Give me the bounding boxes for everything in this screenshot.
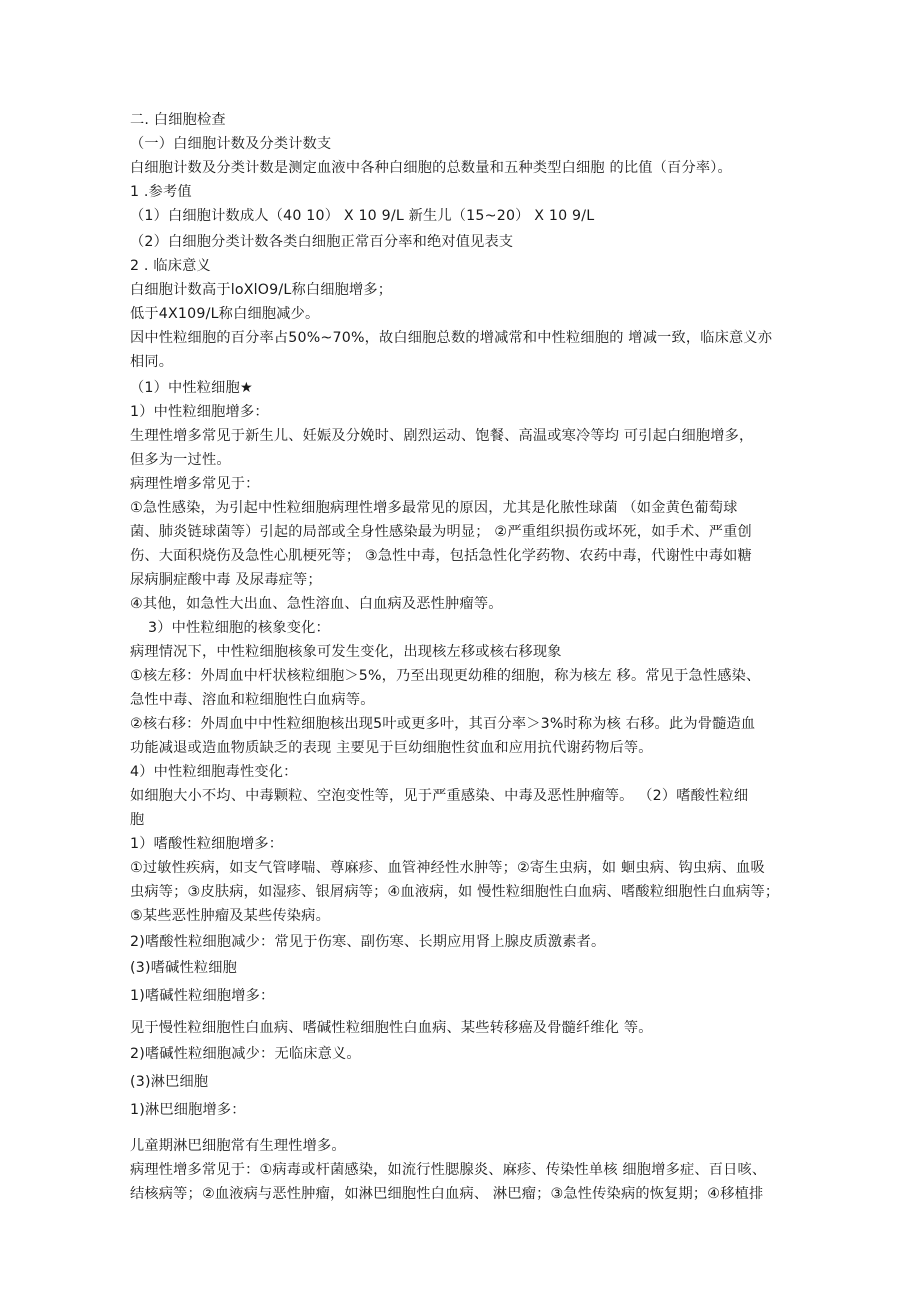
text-line: 尿病胴症酸中毒 及尿毒症等； [130,572,322,588]
text-line: 胞 [130,812,145,828]
text-line: 见于慢性粒细胞性白血病、嗜碱性粒细胞性白血病、某些转移癌及骨髓纤维化 等。 [130,1020,653,1036]
text-line: 虫病等；③皮肤病，如湿疹、银屑病等；④血液病，如 慢性粒细胞性白血病、嗜酸粒细胞性白血病等； [130,884,780,900]
text-line: 相同。 [130,354,174,370]
text-line: 3）中性粒细胞的核象变化： [148,620,330,636]
text-line: 伤、大面积烧伤及急性心肌梗死等； ③急性中毒，包括急性化学药物、农药中毒，代谢性中毒如糖 [130,548,752,564]
text-line: ⑤某些恶性肿瘤及某些传染病。 [130,908,330,924]
text-line: 功能减退或造血物质缺乏的表现 主要见于巨幼细胞性贫血和应用抗代谢药物后等。 [130,740,653,756]
text-line: 菌、肺炎链球菌等）引起的局部或全身性感染最为明显； ②严重组织损伤或坏死，如手术、严重创 [130,524,752,540]
text-line: 低于4X109/L称白细胞减少。 [130,306,320,322]
text-line: 2 . 临床意义 [130,258,211,274]
text-line: 结核病等；②血液病与恶性肿瘤，如淋巴细胞性白血病、 淋巴瘤；③急性传染病的恢复期；④移植排 [130,1186,764,1202]
text-line: 二. 白细胞检查 [130,112,226,128]
text-line: 但多为一过性。 [130,452,231,468]
text-line: (3)嗜碱性粒细胞 [130,960,238,976]
text-line: ①急性感染，为引起中性粒细胞病理性增多最常见的原因，尤其是化脓性球菌 （如金黄色葡萄球 [130,500,738,516]
text-line: 病理性增多常见于：①病毒或杆菌感染，如流行性腮腺炎、麻疹、传染性单核 细胞增多症、百日咳、 [130,1162,767,1178]
text-line: 因中性粒细胞的百分率占50%~70%，故白细胞总数的增减常和中性粒细胞的 增减一致，临床意义亦 [130,330,773,346]
text-line: （一）白细胞计数及分类计数支 [130,136,332,152]
text-line: ④其他，如急性大出血、急性溶血、白血病及恶性肿瘤等。 [130,596,503,612]
text-line: （1）中性粒细胞★ [130,380,253,396]
text-line: (3)淋巴细胞 [130,1074,209,1090]
text-line: 生理性增多常见于新生儿、妊娠及分娩时、剧烈运动、饱餐、高温或寒冷等均 可引起白细胞增多， [130,428,754,444]
text-line: 病理情况下，中性粒细胞核象可发生变化，出现核左移或核右移现象 [130,644,562,660]
text-line: 儿童期淋巴细胞常有生理性增多。 [130,1138,346,1154]
text-line: ①过敏性疾病，如支气管哮喘、尊麻疹、血管神经性水肿等；②寄生虫病，如 蛔虫病、钩虫病、血吸 [130,860,765,876]
text-line: 1)淋巴细胞增多： [130,1102,246,1118]
text-line: 急性中毒、溶血和粒细胞性白血病等。 [130,692,375,708]
text-line: （2）白细胞分类计数各类白细胞正常百分率和绝对值见表支 [130,234,514,250]
text-line: 4）中性粒细胞毒性变化： [130,764,298,780]
text-line: 1）中性粒细胞增多： [130,404,269,420]
text-line: 1）嗜酸性粒细胞增多： [130,836,284,852]
text-line: 病理性增多常见于： [130,476,260,492]
text-line: 2)嗜酸性粒细胞减少：常见于伤寒、副伤寒、长期应用肾上腺皮质激素者。 [130,934,606,950]
text-line: 2)嗜碱性粒细胞减少：无临床意义。 [130,1046,361,1062]
text-line: ①核左移：外周血中杆状核粒细胞＞5%，乃至出现更幼稚的细胞，称为核左 移。常见于急性感染、 [130,668,761,684]
text-line: 1 .参考值 [130,184,192,200]
text-line: ②核右移：外周血中中性粒细胞核出现5叶或更多叶，其百分率＞3%时称为核 右移。此为骨髓造血 [130,716,756,732]
text-line: 白细胞计数高于loXlO9/L称白细胞增多； [130,282,393,298]
text-line: 如细胞大小不均、中毒颗粒、空泡变性等，见于严重感染、中毒及恶性肿瘤等。 （2）嗜酸性粒细 [130,788,749,804]
text-line: （1）白细胞计数成人（40 10） X 10 9/L 新生儿（15~20） X 10 9/L [130,208,595,224]
text-line: 1)嗜碱性粒细胞增多： [130,988,275,1004]
text-line: 白细胞计数及分类计数是测定血液中各种白细胞的总数量和五种类型白细胞 的比值（百分率）。 [130,160,732,176]
